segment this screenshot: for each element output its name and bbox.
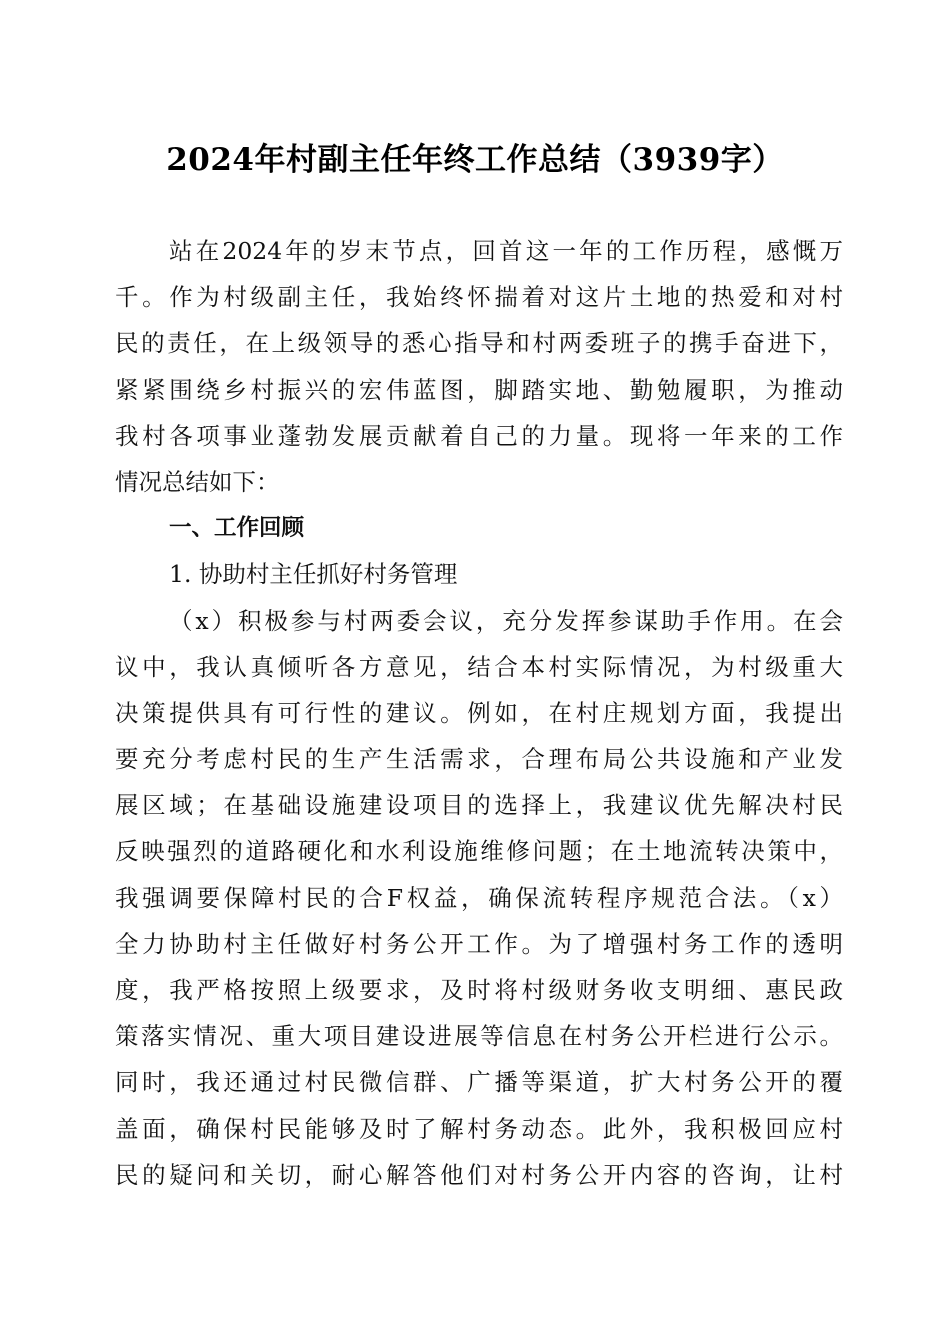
document-body [115, 228, 843, 1198]
paragraph-line: （x）积极参与村两委会议，充分发挥参谋助手作用。在会 [169, 606, 843, 635]
paragraph-line: 议中，我认真倾听各方意见，结合本村实际情况，为村级重大 [115, 652, 843, 681]
section-heading: 一、工作回顾 [169, 515, 305, 542]
paragraph-line: 盖面，确保村民能够及时了解村务动态。此外，我积极回应村 [115, 1114, 843, 1143]
paragraph-line: 情况总结如下： [115, 467, 280, 496]
paragraph-line: 展区域；在基础设施建设项目的选择上，我建议优先解决村民 [115, 791, 843, 820]
paragraph-line: 策落实情况、重大项目建设进展等信息在村务公开栏进行公示。 [115, 1022, 843, 1051]
paragraph-line: 千。作为村级副主任，我始终怀揣着对这片土地的热爱和对村 [115, 283, 843, 312]
paragraph-line: 反映强烈的道路硬化和水利设施维修问题；在土地流转决策中， [115, 837, 843, 866]
paragraph-line: 民的责任，在上级领导的悉心指导和村两委班子的携手奋进下， [115, 329, 843, 358]
paragraph-line: 站在2024年的岁末节点，回首这一年的工作历程，感慨万 [169, 237, 843, 265]
paragraph-line: 紧紧围绕乡村振兴的宏伟蓝图，脚踏实地、勤勉履职，为推动 [115, 375, 843, 404]
paragraph-line: 我强调要保障村民的合F权益，确保流转程序规范合法。（x） [115, 883, 843, 912]
paragraph-line: 我村各项事业蓬勃发展贡献着自己的力量。现将一年来的工作 [115, 421, 843, 450]
paragraph-line: 1. 协助村主任抓好村务管理 [169, 560, 458, 589]
document-title: 2024年村副主任年终工作总结（3939字） [166, 142, 784, 178]
paragraph-line: 决策提供具有可行性的建议。例如，在村庄规划方面，我提出 [115, 698, 843, 727]
paragraph-line: 度，我严格按照上级要求，及时将村级财务收支明细、惠民政 [115, 976, 843, 1004]
paragraph-line: 全力协助村主任做好村务公开工作。为了增强村务工作的透明 [115, 929, 843, 958]
paragraph-line: 同时，我还通过村民微信群、广播等渠道，扩大村务公开的覆 [115, 1068, 843, 1097]
paragraph-line: 民的疑问和关切，耐心解答他们对村务公开内容的咨询，让村 [115, 1160, 843, 1189]
paragraph-line: 要充分考虑村民的生产生活需求，合理布局公共设施和产业发 [115, 745, 843, 774]
